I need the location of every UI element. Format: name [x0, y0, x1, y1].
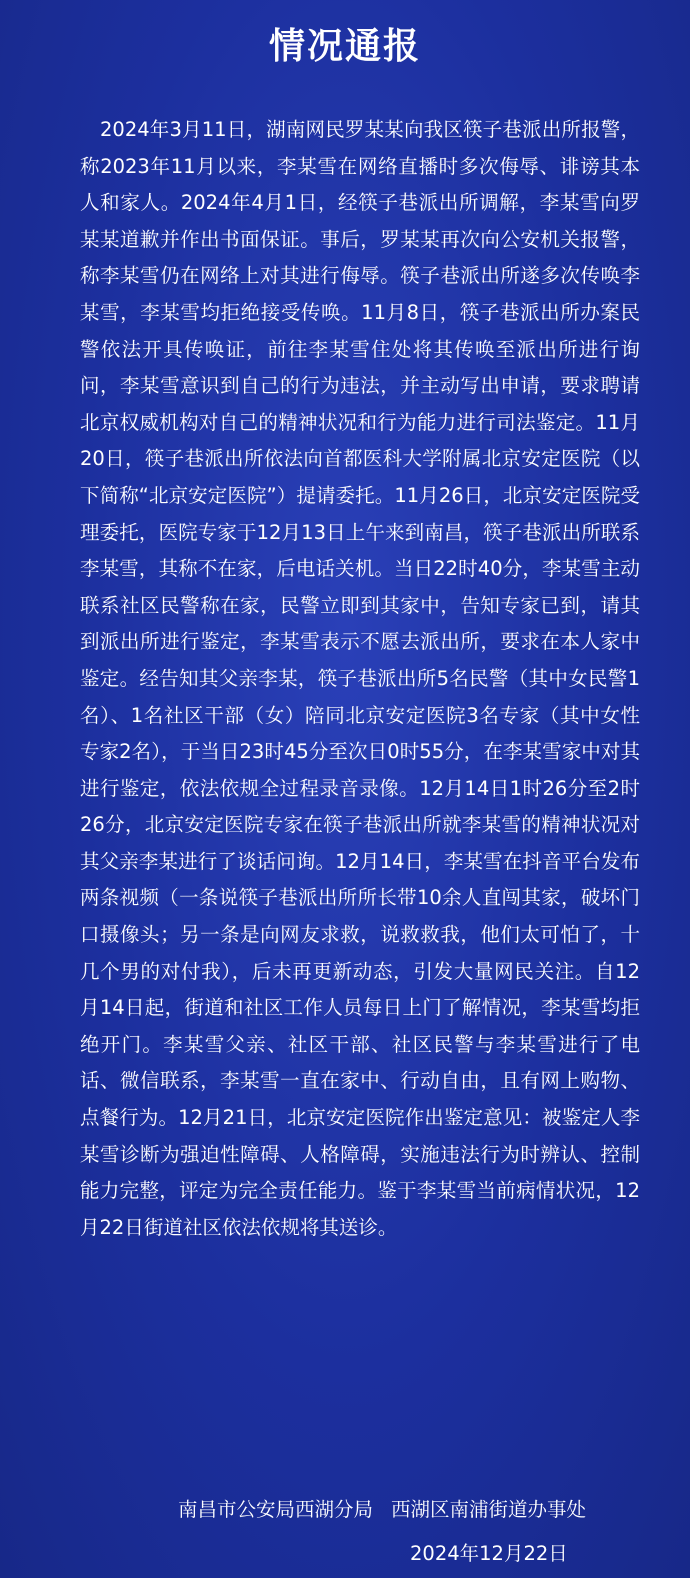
- document-title: 情况通报: [268, 26, 421, 67]
- issuer-police-bureau: 南昌市公安局西湖分局: [178, 1498, 374, 1521]
- issue-date: 2024年12月22日: [410, 1542, 568, 1565]
- body-paragraph: 2024年3月11日，湖南网民罗某某向我区筷子巷派出所报警，称2023年11月以来，李某雪在网络直播时多次侮辱、诽谤其本人和家人。2024年4月1日，经筷子巷派出所调解，李某雪向罗某某道歉并作出书面保证。事后，罗某某再次向公安机关报警，称李某雪仍在网络上对其进行侮辱。筷子巷派出所遂多次传唤李某雪，李某雪均拒绝接受传唤。11月8日，筷子巷派出所办案民警依法开具传唤证，前往李某雪住处将其传唤至派出所进行询问，李某雪意识到自己的行为违法，并主动写出申请，要求聘请北京权威机构对自己的精神状况和行为能力进行司法鉴定。11月20日，筷子巷派出所依法向首都医科大学附属北京安定医院（以下简称“北京安定医院”）提请委托。11月26日，北京安定医院受理委托，医院专家于12月13日上午来到南昌，筷子巷派出所联系李某雪，其称不在家，后电话关机。当日22时40分，李某雪主动联系社区民警称在家，民警立即到其家中，告知专家已到，请其到派出所进行鉴定，李某雪表示不愿去派出所，要求在本人家中鉴定。经告知其父亲李某，筷子巷派出所5名民警（其中女民警1名）、1名社区干部（女）陪同北京安定医院3名专家（其中女性专家2名），于当日23时45分至次日0时55分，在李某雪家中对其进行鉴定，依法依规全过程录音录像。12月14日1时26分至2时26分，北京安定医院专家在筷子巷派出所就李某雪的精神状况对其父亲李某进行了谈话问询。12月14日，李某雪在抖音平台发布两条视频（一条说筷子巷派出所所长带10余人直闯其家，破坏门口摄像头；另一条是向网友求救，说救救我，他们太可怕了，十几个男的对付我），后未再更新动态，引发大量网民关注。自12月14日起，街道和社区工作人员每日上门了解情况，李某雪均拒绝开门。李某雪父亲、社区干部、社区民警与李某雪进行了电话、微信联系，李某雪一直在家中、行动自由，且有网上购物、点餐行为。12月21日，北京安定医院作出鉴定意见：被鉴定人李某雪诊断为强迫性障碍、人格障碍，实施违法行为时辨认、控制能力完整，评定为完全责任能力。鉴于李某雪当前病情状况，12月22日街道社区依法依规将其送诊。: [80, 118, 640, 1239]
- issuer-street-office: 西湖区南浦街道办事处: [391, 1498, 587, 1521]
- notice-body: [80, 112, 640, 1246]
- issuing-organizations: [178, 1492, 586, 1528]
